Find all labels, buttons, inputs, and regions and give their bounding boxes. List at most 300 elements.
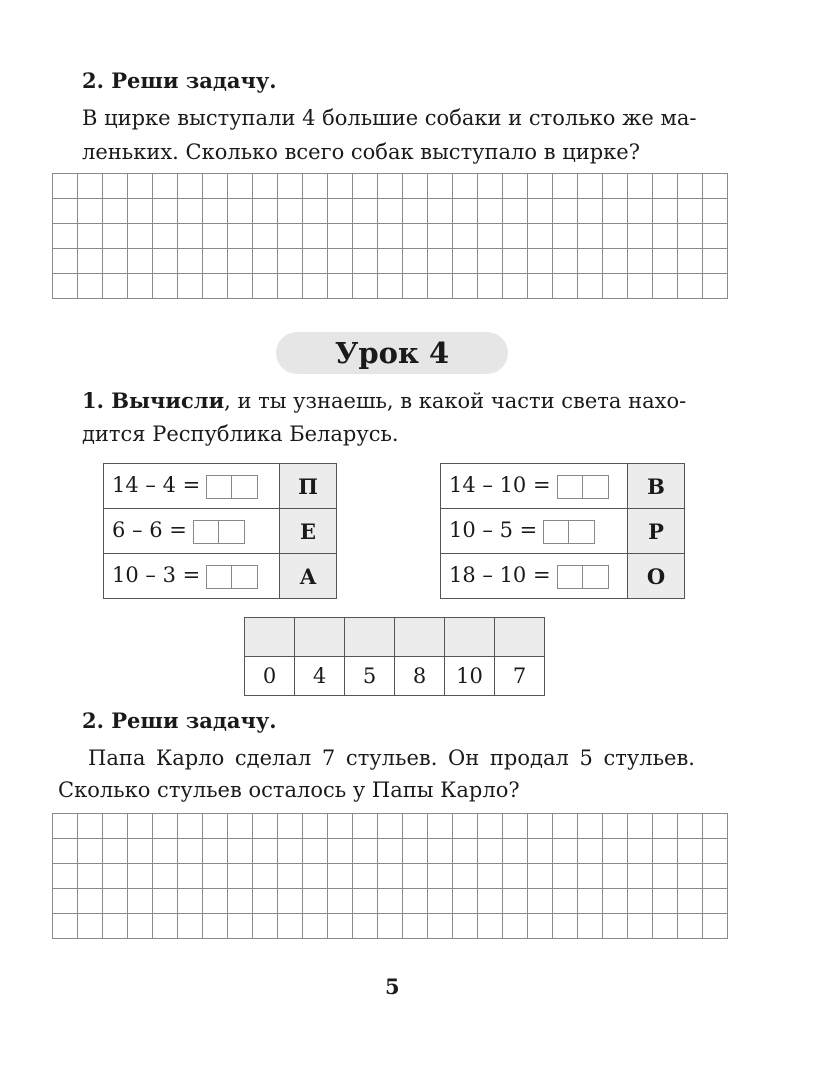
grid-cell[interactable] xyxy=(528,889,553,914)
grid-cell[interactable] xyxy=(128,814,153,839)
grid-cell[interactable] xyxy=(403,814,428,839)
grid-cell[interactable] xyxy=(78,814,103,839)
grid-cell[interactable] xyxy=(153,199,178,224)
grid-cell[interactable] xyxy=(253,174,278,199)
grid-cell[interactable] xyxy=(553,274,578,299)
grid-cell[interactable] xyxy=(403,274,428,299)
grid-cell[interactable] xyxy=(303,199,328,224)
grid-cell[interactable] xyxy=(578,914,603,939)
answer-box[interactable] xyxy=(206,475,258,499)
grid-cell[interactable] xyxy=(628,889,653,914)
grid-cell[interactable] xyxy=(353,249,378,274)
grid-cell[interactable] xyxy=(503,839,528,864)
grid-cell[interactable] xyxy=(303,914,328,939)
letter-input-cell[interactable] xyxy=(295,618,345,657)
grid-cell[interactable] xyxy=(228,174,253,199)
grid-cell[interactable] xyxy=(453,914,478,939)
grid-cell[interactable] xyxy=(378,814,403,839)
grid-cell[interactable] xyxy=(328,864,353,889)
grid-cell[interactable] xyxy=(653,814,678,839)
grid-cell[interactable] xyxy=(503,814,528,839)
answer-box[interactable] xyxy=(543,520,595,544)
grid-cell[interactable] xyxy=(478,889,503,914)
grid-cell[interactable] xyxy=(153,224,178,249)
grid-cell[interactable] xyxy=(603,249,628,274)
grid-cell[interactable] xyxy=(528,249,553,274)
grid-cell[interactable] xyxy=(353,864,378,889)
grid-cell[interactable] xyxy=(178,224,203,249)
grid-cell[interactable] xyxy=(328,174,353,199)
grid-cell[interactable] xyxy=(353,889,378,914)
grid-cell[interactable] xyxy=(303,864,328,889)
grid-cell[interactable] xyxy=(703,174,728,199)
grid-cell[interactable] xyxy=(628,274,653,299)
grid-cell[interactable] xyxy=(178,274,203,299)
grid-cell[interactable] xyxy=(103,864,128,889)
grid-cell[interactable] xyxy=(53,174,78,199)
grid-cell[interactable] xyxy=(278,914,303,939)
grid-cell[interactable] xyxy=(328,199,353,224)
grid-cell[interactable] xyxy=(253,889,278,914)
answer-box[interactable] xyxy=(193,520,245,544)
grid-cell[interactable] xyxy=(703,864,728,889)
grid-cell[interactable] xyxy=(278,839,303,864)
grid-cell[interactable] xyxy=(253,914,278,939)
grid-cell[interactable] xyxy=(253,224,278,249)
grid-cell[interactable] xyxy=(303,249,328,274)
grid-cell[interactable] xyxy=(178,889,203,914)
grid-cell[interactable] xyxy=(353,839,378,864)
grid-cell[interactable] xyxy=(453,274,478,299)
grid-cell[interactable] xyxy=(403,174,428,199)
grid-cell[interactable] xyxy=(603,814,628,839)
grid-cell[interactable] xyxy=(578,199,603,224)
number-cell: 0 xyxy=(245,657,295,696)
grid-cell[interactable] xyxy=(228,889,253,914)
grid-cell[interactable] xyxy=(78,914,103,939)
grid-cell[interactable] xyxy=(328,814,353,839)
grid-cell[interactable] xyxy=(353,199,378,224)
grid-cell[interactable] xyxy=(353,224,378,249)
grid-cell[interactable] xyxy=(653,889,678,914)
grid-cell[interactable] xyxy=(428,814,453,839)
grid-cell[interactable] xyxy=(528,274,553,299)
grid-cell[interactable] xyxy=(678,199,703,224)
grid-cell[interactable] xyxy=(103,889,128,914)
grid-cell[interactable] xyxy=(403,199,428,224)
grid-cell[interactable] xyxy=(428,864,453,889)
grid-cell[interactable] xyxy=(78,864,103,889)
grid-cell[interactable] xyxy=(178,199,203,224)
grid-cell[interactable] xyxy=(653,274,678,299)
grid-cell[interactable] xyxy=(353,274,378,299)
grid-cell[interactable] xyxy=(653,864,678,889)
letter-input-cell[interactable] xyxy=(245,618,295,657)
grid-cell[interactable] xyxy=(278,889,303,914)
grid-cell[interactable] xyxy=(253,249,278,274)
grid-cell[interactable] xyxy=(403,839,428,864)
number-cell: 5 xyxy=(345,657,395,696)
grid-cell[interactable] xyxy=(678,864,703,889)
grid-cell[interactable] xyxy=(153,249,178,274)
grid-cell[interactable] xyxy=(453,199,478,224)
grid-cell[interactable] xyxy=(253,814,278,839)
answer-box[interactable] xyxy=(206,565,258,589)
grid-cell[interactable] xyxy=(703,249,728,274)
grid-cell[interactable] xyxy=(103,249,128,274)
letter-input-cell[interactable] xyxy=(395,618,445,657)
grid-cell[interactable] xyxy=(553,199,578,224)
grid-cell[interactable] xyxy=(553,814,578,839)
expression: 14 – 4 = xyxy=(112,473,201,498)
number-cell: 4 xyxy=(295,657,345,696)
grid-cell[interactable] xyxy=(228,814,253,839)
grid-cell[interactable] xyxy=(703,274,728,299)
grid-cell[interactable] xyxy=(478,274,503,299)
grid-cell[interactable] xyxy=(278,199,303,224)
grid-cell[interactable] xyxy=(203,274,228,299)
grid-cell[interactable] xyxy=(303,839,328,864)
letter-input-cell[interactable] xyxy=(345,618,395,657)
grid-cell[interactable] xyxy=(53,914,78,939)
grid-cell[interactable] xyxy=(403,889,428,914)
grid-cell[interactable] xyxy=(53,274,78,299)
grid-cell[interactable] xyxy=(78,249,103,274)
grid-cell[interactable] xyxy=(128,249,153,274)
grid-cell[interactable] xyxy=(628,914,653,939)
grid-cell[interactable] xyxy=(103,839,128,864)
grid-cell[interactable] xyxy=(528,814,553,839)
grid-cell[interactable] xyxy=(653,839,678,864)
grid-cell[interactable] xyxy=(153,814,178,839)
grid-cell[interactable] xyxy=(78,199,103,224)
grid-cell[interactable] xyxy=(353,914,378,939)
grid-cell[interactable] xyxy=(553,889,578,914)
grid-cell[interactable] xyxy=(328,914,353,939)
grid-cell[interactable] xyxy=(678,814,703,839)
letter-input-cell[interactable] xyxy=(445,618,495,657)
grid-cell[interactable] xyxy=(153,914,178,939)
grid-cell[interactable] xyxy=(428,224,453,249)
grid-cell[interactable] xyxy=(453,249,478,274)
grid-cell[interactable] xyxy=(553,864,578,889)
grid-cell[interactable] xyxy=(378,199,403,224)
grid-cell[interactable] xyxy=(278,249,303,274)
grid-cell[interactable] xyxy=(603,864,628,889)
grid-cell[interactable] xyxy=(78,889,103,914)
grid-cell[interactable] xyxy=(203,914,228,939)
grid-cell[interactable] xyxy=(128,224,153,249)
grid-cell[interactable] xyxy=(228,224,253,249)
grid-cell[interactable] xyxy=(328,249,353,274)
grid-cell[interactable] xyxy=(678,889,703,914)
grid-cell[interactable] xyxy=(453,224,478,249)
grid-cell[interactable] xyxy=(678,274,703,299)
page-number: 5 xyxy=(385,974,400,999)
grid-cell[interactable] xyxy=(328,224,353,249)
answer-grid[interactable] xyxy=(52,813,728,939)
grid-cell[interactable] xyxy=(478,864,503,889)
grid-cell[interactable] xyxy=(303,224,328,249)
letter-cell: О xyxy=(628,554,685,599)
grid-cell[interactable] xyxy=(678,174,703,199)
grid-cell[interactable] xyxy=(78,174,103,199)
grid-cell[interactable] xyxy=(303,174,328,199)
grid-cell[interactable] xyxy=(553,914,578,939)
grid-cell[interactable] xyxy=(303,889,328,914)
grid-cell[interactable] xyxy=(578,224,603,249)
grid-cell[interactable] xyxy=(578,249,603,274)
grid-cell[interactable] xyxy=(378,274,403,299)
grid-cell[interactable] xyxy=(628,814,653,839)
grid-cell[interactable] xyxy=(478,199,503,224)
task-heading-rest: , и ты узнаешь, в какой части света нахо- xyxy=(224,389,687,413)
grid-cell[interactable] xyxy=(203,889,228,914)
grid-cell[interactable] xyxy=(628,199,653,224)
grid-cell[interactable] xyxy=(328,889,353,914)
grid-cell[interactable] xyxy=(653,199,678,224)
grid-cell[interactable] xyxy=(578,864,603,889)
grid-cell[interactable] xyxy=(703,814,728,839)
grid-cell[interactable] xyxy=(153,864,178,889)
grid-cell[interactable] xyxy=(403,864,428,889)
grid-cell[interactable] xyxy=(178,864,203,889)
grid-cell[interactable] xyxy=(53,224,78,249)
grid-cell[interactable] xyxy=(178,914,203,939)
grid-cell[interactable] xyxy=(203,839,228,864)
grid-cell[interactable] xyxy=(453,174,478,199)
grid-cell[interactable] xyxy=(203,814,228,839)
grid-cell[interactable] xyxy=(678,224,703,249)
grid-cell[interactable] xyxy=(353,814,378,839)
right-exercise-table xyxy=(440,463,685,599)
grid-cell[interactable] xyxy=(253,839,278,864)
grid-cell[interactable] xyxy=(128,864,153,889)
grid-cell[interactable] xyxy=(78,224,103,249)
expression: 18 – 10 = xyxy=(449,563,551,588)
grid-cell[interactable] xyxy=(503,889,528,914)
grid-cell[interactable] xyxy=(453,814,478,839)
grid-cell[interactable] xyxy=(603,274,628,299)
grid-cell[interactable] xyxy=(128,914,153,939)
grid-cell[interactable] xyxy=(378,224,403,249)
grid-cell[interactable] xyxy=(178,814,203,839)
answer-box[interactable] xyxy=(557,565,609,589)
grid-cell[interactable] xyxy=(103,814,128,839)
grid-cell[interactable] xyxy=(228,199,253,224)
grid-cell[interactable] xyxy=(428,839,453,864)
grid-cell[interactable] xyxy=(628,864,653,889)
grid-cell[interactable] xyxy=(603,889,628,914)
grid-cell[interactable] xyxy=(453,864,478,889)
grid-cell[interactable] xyxy=(603,174,628,199)
grid-cell[interactable] xyxy=(53,199,78,224)
grid-cell[interactable] xyxy=(578,814,603,839)
grid-cell[interactable] xyxy=(528,914,553,939)
grid-cell[interactable] xyxy=(253,199,278,224)
grid-cell[interactable] xyxy=(628,839,653,864)
grid-cell[interactable] xyxy=(153,174,178,199)
grid-cell[interactable] xyxy=(678,839,703,864)
grid-cell[interactable] xyxy=(228,914,253,939)
grid-cell[interactable] xyxy=(503,174,528,199)
grid-cell[interactable] xyxy=(703,839,728,864)
grid-cell[interactable] xyxy=(278,274,303,299)
grid-cell[interactable] xyxy=(178,249,203,274)
grid-cell[interactable] xyxy=(528,199,553,224)
grid-cell[interactable] xyxy=(528,224,553,249)
grid-cell[interactable] xyxy=(628,224,653,249)
grid-cell[interactable] xyxy=(628,249,653,274)
grid-cell[interactable] xyxy=(578,274,603,299)
grid-cell[interactable] xyxy=(103,174,128,199)
letter-cell: Е xyxy=(280,509,337,554)
grid-cell[interactable] xyxy=(53,839,78,864)
grid-cell[interactable] xyxy=(128,889,153,914)
grid-cell[interactable] xyxy=(553,174,578,199)
grid-cell[interactable] xyxy=(153,274,178,299)
grid-cell[interactable] xyxy=(128,174,153,199)
grid-cell[interactable] xyxy=(378,864,403,889)
grid-cell[interactable] xyxy=(453,839,478,864)
grid-cell[interactable] xyxy=(528,864,553,889)
grid-cell[interactable] xyxy=(428,249,453,274)
grid-cell[interactable] xyxy=(203,224,228,249)
grid-cell[interactable] xyxy=(128,199,153,224)
grid-cell[interactable] xyxy=(478,174,503,199)
grid-cell[interactable] xyxy=(153,889,178,914)
lesson-title: Урок 4 xyxy=(276,332,508,374)
task-heading: 2. Реши задачу. xyxy=(82,68,277,93)
grid-cell[interactable] xyxy=(203,864,228,889)
grid-cell[interactable] xyxy=(303,814,328,839)
grid-cell[interactable] xyxy=(428,889,453,914)
grid-cell[interactable] xyxy=(478,814,503,839)
letter-cell: В xyxy=(628,464,685,509)
grid-cell[interactable] xyxy=(378,889,403,914)
grid-cell[interactable] xyxy=(378,174,403,199)
grid-cell[interactable] xyxy=(478,224,503,249)
grid-cell[interactable] xyxy=(703,889,728,914)
grid-cell[interactable] xyxy=(503,224,528,249)
grid-cell[interactable] xyxy=(478,249,503,274)
grid-cell[interactable] xyxy=(153,839,178,864)
grid-cell[interactable] xyxy=(278,224,303,249)
grid-cell[interactable] xyxy=(703,199,728,224)
grid-cell[interactable] xyxy=(128,839,153,864)
grid-cell[interactable] xyxy=(678,914,703,939)
grid-cell[interactable] xyxy=(703,224,728,249)
letter-input-cell[interactable] xyxy=(495,618,545,657)
grid-cell[interactable] xyxy=(328,839,353,864)
grid-cell[interactable] xyxy=(653,224,678,249)
grid-cell[interactable] xyxy=(603,914,628,939)
grid-cell[interactable] xyxy=(553,839,578,864)
grid-cell[interactable] xyxy=(253,274,278,299)
grid-cell[interactable] xyxy=(53,249,78,274)
expression: 10 – 5 = xyxy=(449,518,538,543)
grid-cell[interactable] xyxy=(503,864,528,889)
grid-cell[interactable] xyxy=(603,199,628,224)
grid-cell[interactable] xyxy=(528,174,553,199)
answer-grid[interactable] xyxy=(52,173,728,299)
grid-cell[interactable] xyxy=(203,249,228,274)
grid-cell[interactable] xyxy=(53,889,78,914)
grid-cell[interactable] xyxy=(178,839,203,864)
grid-cell[interactable] xyxy=(253,864,278,889)
grid-cell[interactable] xyxy=(278,864,303,889)
grid-cell[interactable] xyxy=(453,889,478,914)
grid-cell[interactable] xyxy=(378,914,403,939)
grid-cell[interactable] xyxy=(328,274,353,299)
grid-cell[interactable] xyxy=(403,914,428,939)
grid-cell[interactable] xyxy=(203,199,228,224)
grid-cell[interactable] xyxy=(228,864,253,889)
grid-cell[interactable] xyxy=(553,249,578,274)
grid-cell[interactable] xyxy=(428,274,453,299)
grid-cell[interactable] xyxy=(378,839,403,864)
grid-cell[interactable] xyxy=(503,274,528,299)
grid-cell[interactable] xyxy=(703,914,728,939)
grid-cell[interactable] xyxy=(428,174,453,199)
grid-cell[interactable] xyxy=(228,274,253,299)
grid-cell[interactable] xyxy=(428,199,453,224)
grid-cell[interactable] xyxy=(653,914,678,939)
grid-cell[interactable] xyxy=(78,839,103,864)
grid-cell[interactable] xyxy=(528,839,553,864)
grid-cell[interactable] xyxy=(53,864,78,889)
grid-cell[interactable] xyxy=(178,174,203,199)
grid-cell[interactable] xyxy=(303,274,328,299)
grid-cell[interactable] xyxy=(103,224,128,249)
grid-cell[interactable] xyxy=(503,199,528,224)
grid-cell[interactable] xyxy=(478,839,503,864)
grid-cell[interactable] xyxy=(678,249,703,274)
grid-cell[interactable] xyxy=(578,889,603,914)
grid-cell[interactable] xyxy=(103,274,128,299)
grid-cell[interactable] xyxy=(603,839,628,864)
grid-cell[interactable] xyxy=(228,839,253,864)
grid-cell[interactable] xyxy=(653,249,678,274)
grid-cell[interactable] xyxy=(203,174,228,199)
grid-cell[interactable] xyxy=(653,174,678,199)
grid-cell[interactable] xyxy=(503,249,528,274)
grid-cell[interactable] xyxy=(628,174,653,199)
grid-cell[interactable] xyxy=(78,274,103,299)
grid-cell[interactable] xyxy=(478,914,503,939)
grid-cell[interactable] xyxy=(403,224,428,249)
grid-cell[interactable] xyxy=(278,814,303,839)
grid-cell[interactable] xyxy=(128,274,153,299)
task-heading: 2. Реши задачу. xyxy=(82,708,277,733)
grid-cell[interactable] xyxy=(578,839,603,864)
grid-cell[interactable] xyxy=(578,174,603,199)
grid-cell[interactable] xyxy=(103,199,128,224)
grid-cell[interactable] xyxy=(503,914,528,939)
grid-cell[interactable] xyxy=(553,224,578,249)
grid-cell[interactable] xyxy=(603,224,628,249)
grid-cell[interactable] xyxy=(103,914,128,939)
grid-cell[interactable] xyxy=(378,249,403,274)
number-cell: 7 xyxy=(495,657,545,696)
grid-cell[interactable] xyxy=(428,914,453,939)
grid-cell[interactable] xyxy=(353,174,378,199)
grid-cell[interactable] xyxy=(53,814,78,839)
grid-cell[interactable] xyxy=(228,249,253,274)
grid-cell[interactable] xyxy=(278,174,303,199)
grid-cell[interactable] xyxy=(403,249,428,274)
answer-box[interactable] xyxy=(557,475,609,499)
